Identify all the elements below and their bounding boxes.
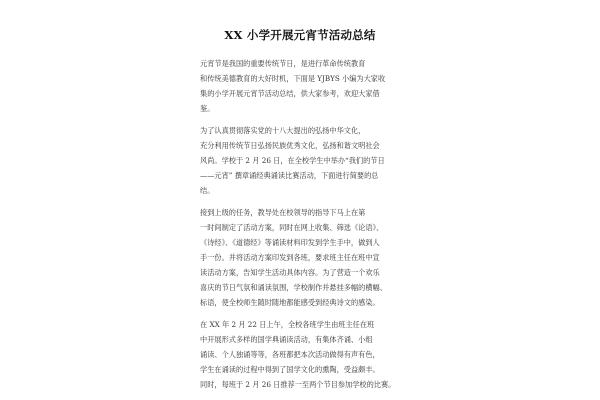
paragraph-line: 接到上级的任务，教导处在校领导的指导下马上在第 [200,208,366,217]
paragraph-gap [200,198,400,205]
paragraph-line: 《诗经》、《道德经》等诵读材料印发到学生手中，做到人 [200,238,380,247]
paragraph-line: 喜庆的节日气氛和诵读氛围，学校制作并悬挂多幅的横幅、 [200,283,387,292]
paragraph-line: 为了认真贯彻落实党的十八大提出的弘扬中华文化， [200,126,366,135]
paragraph-line: 充分利用传统节日弘扬民族优秀文化，弘扬和谐文明社会 [200,141,380,150]
paragraph-line: 诵读、个人独诵等等，各班都把本次活动做得有声有色， [200,350,380,359]
paragraph [200,317,400,392]
paragraph-gap [200,310,400,317]
paragraph [200,123,400,198]
paragraph-line: 风尚。学校于 2 月 26 日，在全校学生中举办“我们的节日 [200,156,385,165]
paragraph-line: 中开展形式多样的国学典诵读活动，有集体齐诵、小组 [200,335,373,344]
paragraph-line: 在 XX 年 2 月 22 日上午，全校各班学生由班主任在班 [200,320,375,329]
paragraph-line: 集的小学开展元宵节活动总结，供大家参考，欢迎大家借 [200,89,380,98]
paragraph-line: 一时间制定了活动方案，同时在网上收集、筛选《论语》、 [200,223,384,232]
paragraph-line: 手一份。并将活动方案印发到各班，要求班主任在班中宣 [200,253,380,262]
paragraph-line: 元宵节是我国的重要传统节日，是进行革命传统教育 [200,59,366,68]
paragraph-line: 鉴。 [200,104,215,113]
paragraph-line: ——元宵” 撰章诵经典诵读比赛活动，下面进行简要的总 [200,171,379,180]
paragraph-line: 读活动方案，告知学生活动具体内容。为了营造一个欢乐 [200,268,380,277]
paragraph-list [200,56,400,392]
paragraph-line: 结。 [200,186,215,195]
paragraph-line: 同时，每班于 2 月 26 日推荐一至两个节目参加学校的比赛。 [200,380,396,389]
document-body [200,28,400,392]
paragraph-line: 标语，使全校师生随时随地都能感受到经典诗文的感染。 [200,298,380,307]
paragraph-gap [200,116,400,123]
paragraph-line: 学生在诵读的过程中得到了国学文化的熏陶，受益颇丰。 [200,365,380,374]
paragraph [200,56,400,116]
document-title: XX 小学开展元宵节活动总结 [224,28,376,42]
paragraph [200,205,400,310]
paragraph-line: 和传统美德教育的大好时机，下面是 YJBYS 小编为大家收 [200,74,386,83]
